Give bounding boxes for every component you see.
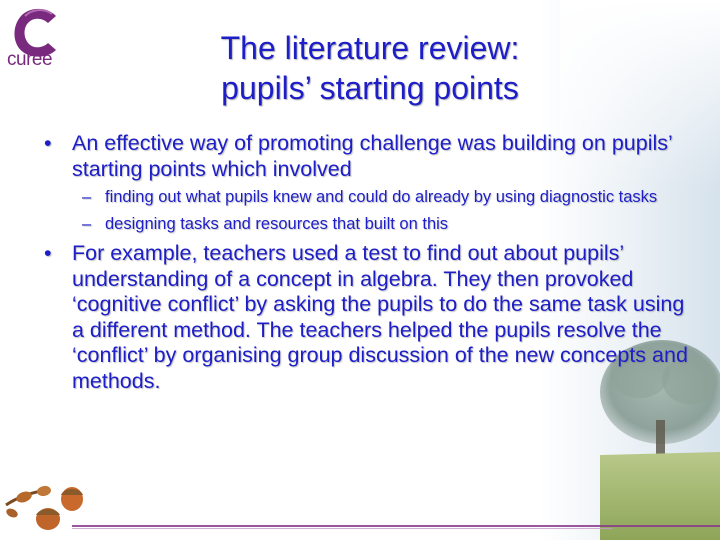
title-line-2: pupils’ starting points — [221, 70, 519, 106]
sub-bullet-text: designing tasks and resources that built on this — [105, 214, 449, 233]
sub-bullet-item — [40, 215, 688, 235]
sub-bullet-marker: – — [82, 214, 92, 233]
bullet-item — [40, 131, 688, 182]
bullet-marker: • — [44, 241, 52, 265]
sub-bullet-item — [40, 188, 688, 208]
acorns-image — [0, 475, 100, 540]
sub-bullet-text: finding out what pupils knew and could do already by using diagnostic tasks — [105, 188, 658, 206]
sub-bullet-marker: – — [82, 188, 92, 206]
logo-text: curee — [7, 49, 53, 70]
sub-bullet-list — [40, 188, 688, 234]
bullet-text: For example, teachers used a test to find out about pupils’ understanding of a concept in algebra. They then provoked ‘cognitive conflict’ by asking the pupils to do the same task using a different method. The teachers helped the pupils resolve the ‘conflict’ by organising group discussion of the new concepts and methods. — [72, 241, 688, 393]
bullet-text: An effective way of promoting challenge was building on pupils’ starting points which involved — [72, 131, 672, 181]
title-line-1: The literature review: — [220, 30, 520, 66]
bullet-marker: • — [44, 131, 52, 155]
bullet-item — [40, 241, 688, 394]
slide-title — [110, 28, 630, 108]
slide-body — [40, 131, 688, 400]
